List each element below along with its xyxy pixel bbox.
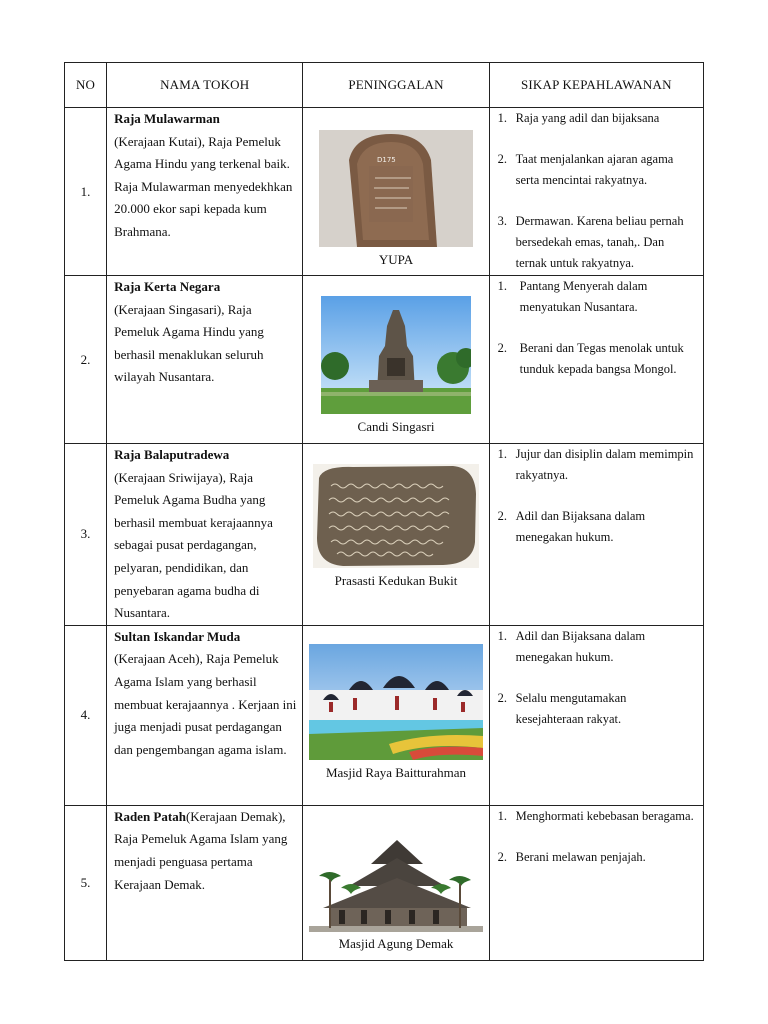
sikap-item: 1. Jujur dan disiplin dalam memimpin rakyatnya.: [497, 447, 694, 482]
tokoh-name: Raja Kerta Negara: [114, 279, 221, 294]
sikap-cell: [489, 444, 703, 626]
peninggalan-caption: Candi Singasri: [357, 419, 435, 434]
table-row: [65, 108, 704, 276]
table-row: [65, 444, 704, 626]
peninggalan-cell: [303, 625, 489, 805]
sikap-cell: [489, 625, 703, 805]
sikap-item: 2. Taat menjalankan ajaran agama serta mencintai rakyatnya.: [497, 152, 674, 187]
sikap-item: 1. Menghormati kebebasan beragama.: [497, 808, 694, 823]
sikap-cell: [489, 108, 703, 276]
peninggalan-cell: [303, 108, 489, 276]
sikap-item: 2. Berani dan Tegas menolak untuk tunduk kepada bangsa Mongol.: [497, 341, 684, 376]
tokoh-description: (Kerajaan Singasari), Raja Pemeluk Agama Hindu yang berhasil menaklukan seluruh wilayah Nusantara.: [114, 301, 264, 385]
heroes-table: [64, 62, 704, 961]
header-sikap: SIKAP KEPAHLAWANAN: [489, 63, 703, 108]
tokoh-description: (Kerajaan Demak), Raja Pemeluk Agama Islam yang menjadi penguasa pertama Kerajaan Demak.: [114, 808, 288, 892]
yupa-image: [319, 130, 473, 247]
sikap-cell: [489, 805, 703, 960]
prasasti-image: [313, 464, 479, 568]
peninggalan-cell: [303, 276, 489, 444]
sikap-item: 2. Selalu mengutamakan kesejahteraan rakyat.: [497, 690, 627, 726]
tokoh-cell: [107, 805, 303, 960]
peninggalan-caption: Masjid Raya Baitturahman: [325, 764, 467, 780]
tokoh-cell: [107, 625, 303, 805]
tokoh-description: (Kerajaan Aceh), Raja Pemeluk Agama Islam yang berhasil membuat kerajaannya . Kerjaan ini juga menjadi pusat perdagangan dan pengembangan agama islam.: [114, 651, 297, 757]
table-row: [65, 805, 704, 960]
sikap-item: 3. Dermawan. Karena beliau pernah bersedekah emas, tanah,. Dan ternak untuk rakyatnya.: [497, 214, 684, 270]
sikap-item: 2. Adil dan Bijaksana dalam menegakan hukum.: [497, 509, 646, 544]
table-row: [65, 276, 704, 444]
header-peninggalan: PENINGGALAN: [303, 63, 489, 108]
tokoh-name: Raja Balaputradewa: [114, 447, 230, 462]
header-nama-tokoh: NAMA TOKOH: [107, 63, 303, 108]
peninggalan-cell: [303, 805, 489, 960]
masjid-raya-image: [309, 644, 483, 760]
sikap-item: 1. Raja yang adil dan bijaksana: [497, 111, 660, 125]
peninggalan-cell: [303, 444, 489, 626]
masjid-demak-image: [309, 836, 483, 932]
row-number: 3.: [65, 444, 107, 626]
header-no: NO: [65, 63, 107, 108]
sikap-item: 1. Pantang Menyerah dalam menyatukan Nusantara.: [497, 279, 648, 314]
tokoh-description: (Kerajaan Kutai), Raja Pemeluk Agama Hindu yang terkenal baik. Raja Mulawarman menyedekhkan 20.000 ekor sapi kepada kum Brahmana.: [114, 133, 293, 239]
peninggalan-caption: YUPA: [378, 252, 414, 267]
sikap-cell: [489, 276, 703, 444]
sikap-item: 1. Adil dan Bijaksana dalam menegakan hukum.: [497, 628, 646, 664]
tokoh-cell: [107, 108, 303, 276]
peninggalan-caption: Prasasti Kedukan Bukit: [334, 573, 458, 588]
tokoh-cell: [107, 276, 303, 444]
tokoh-name: Raja Mulawarman: [114, 111, 220, 126]
row-number: 2.: [65, 276, 107, 444]
row-number: 1.: [65, 108, 107, 276]
peninggalan-caption: Masjid Agung Demak: [338, 935, 454, 951]
tokoh-name: Sultan Iskandar Muda: [114, 628, 241, 644]
tokoh-description: (Kerajaan Sriwijaya), Raja Pemeluk Agama Budha yang berhasil membuat kerajaannya sebagai pusat perdagangan, pelyaran, pendidikan, dan penyebaran agama budha di Nusantara.: [114, 469, 273, 621]
tokoh-name: Raden Patah: [114, 808, 186, 824]
sikap-item: 2. Berani melawan penjajah.: [497, 849, 646, 864]
tokoh-cell: [107, 444, 303, 626]
svg-text:D175: D175: [377, 156, 396, 164]
row-number: 5.: [65, 805, 107, 960]
table-row: [65, 625, 704, 805]
row-number: 4.: [65, 625, 107, 805]
header-row: [65, 63, 704, 108]
candi-image: [321, 296, 471, 414]
